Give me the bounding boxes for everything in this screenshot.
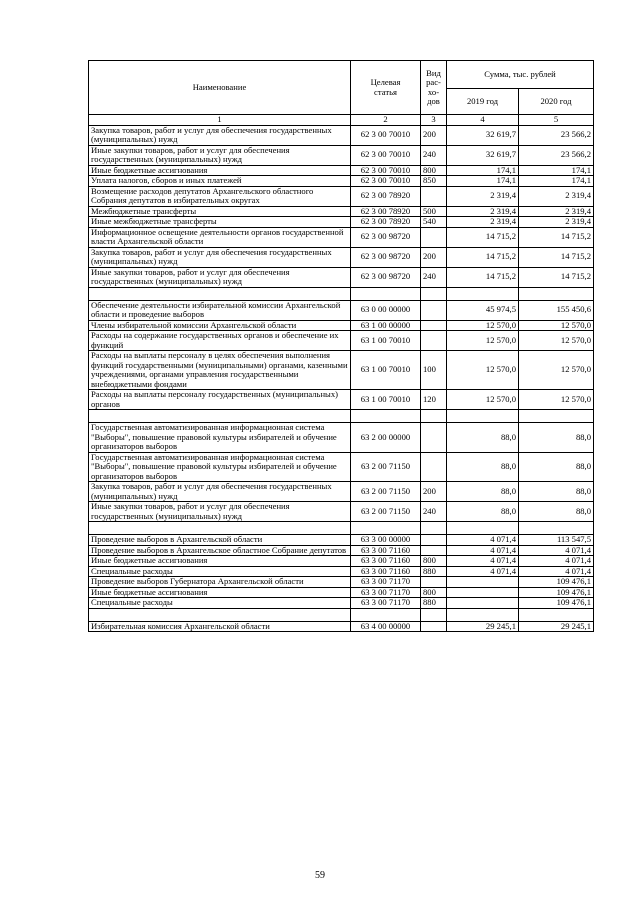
row-target-code: 62 3 00 70010	[351, 176, 421, 187]
empty-cell	[447, 522, 519, 535]
row-amount-2019: 4 071,4	[447, 545, 519, 556]
row-expense-type	[421, 300, 447, 320]
column-index: 4	[447, 115, 519, 126]
row-target-code: 63 2 00 71150	[351, 452, 421, 482]
row-expense-type: 100	[421, 351, 447, 390]
row-expense-type: 500	[421, 206, 447, 217]
row-amount-2019: 2 319,4	[447, 206, 519, 217]
row-name: Межбюджетные трансферты	[89, 206, 351, 217]
empty-cell	[351, 522, 421, 535]
row-target-code: 62 3 00 70010	[351, 145, 421, 165]
header-year-2019: 2019 год	[447, 89, 519, 115]
row-amount-2020: 12 570,0	[519, 331, 594, 351]
row-amount-2020: 12 570,0	[519, 320, 594, 331]
row-expense-type	[421, 320, 447, 331]
row-amount-2020: 29 245,1	[519, 621, 594, 632]
header-name: Наименование	[89, 61, 351, 115]
row-target-code: 63 1 00 70010	[351, 351, 421, 390]
row-target-code: 63 1 00 70010	[351, 390, 421, 410]
row-target-code: 63 1 00 70010	[351, 331, 421, 351]
row-target-code: 63 3 00 71170	[351, 598, 421, 609]
row-name: Расходы на содержание государственных органов и обеспечение их функций	[89, 331, 351, 351]
row-expense-type	[421, 186, 447, 206]
row-name: Специальные расходы	[89, 566, 351, 577]
table-row	[89, 267, 594, 287]
row-name: Иные бюджетные ассигнования	[89, 587, 351, 598]
row-name: Информационное освещение деятельности органов государственной власти Архангельской области	[89, 227, 351, 247]
column-index-row	[89, 115, 594, 126]
row-name: Иные бюджетные ассигнования	[89, 556, 351, 567]
empty-cell	[519, 287, 594, 300]
row-amount-2019: 14 715,2	[447, 267, 519, 287]
spacer-row	[89, 608, 594, 621]
row-target-code: 62 3 00 70010	[351, 125, 421, 145]
empty-cell	[89, 522, 351, 535]
row-amount-2019: 174,1	[447, 165, 519, 176]
row-name: Члены избирательной комиссии Архангельской области	[89, 320, 351, 331]
table-row	[89, 621, 594, 632]
row-amount-2019: 4 071,4	[447, 566, 519, 577]
row-amount-2019: 2 319,4	[447, 186, 519, 206]
row-amount-2020: 88,0	[519, 423, 594, 453]
row-amount-2019: 14 715,2	[447, 227, 519, 247]
empty-cell	[351, 287, 421, 300]
table-row	[89, 300, 594, 320]
row-name: Иные закупки товаров, работ и услуг для обеспечения государственных (муниципальных) нужд	[89, 145, 351, 165]
table-row	[89, 545, 594, 556]
row-target-code: 63 4 00 00000	[351, 621, 421, 632]
table-row	[89, 390, 594, 410]
column-index: 2	[351, 115, 421, 126]
table-row	[89, 482, 594, 502]
empty-cell	[519, 522, 594, 535]
empty-cell	[447, 410, 519, 423]
empty-cell	[351, 410, 421, 423]
row-amount-2020: 4 071,4	[519, 545, 594, 556]
row-amount-2020: 155 450,6	[519, 300, 594, 320]
row-amount-2019: 45 974,5	[447, 300, 519, 320]
empty-cell	[421, 410, 447, 423]
row-expense-type: 240	[421, 145, 447, 165]
row-name: Иные закупки товаров, работ и услуг для обеспечения государственных (муниципальных) нужд	[89, 502, 351, 522]
empty-cell	[421, 608, 447, 621]
empty-cell	[89, 608, 351, 621]
row-name: Избирательная комиссия Архангельской области	[89, 621, 351, 632]
row-name: Иные закупки товаров, работ и услуг для обеспечения государственных (муниципальных) нужд	[89, 267, 351, 287]
row-amount-2020: 23 566,2	[519, 125, 594, 145]
row-amount-2020: 4 071,4	[519, 566, 594, 577]
row-expense-type: 240	[421, 267, 447, 287]
row-name: Государственная автоматизированная информационная система "Выборы", повышение правовой культуры избирателей и обучение организаторов выборов	[89, 423, 351, 453]
row-target-code: 62 3 00 98720	[351, 267, 421, 287]
table-body	[89, 125, 594, 632]
row-name: Проведение выборов Губернатора Архангельской области	[89, 577, 351, 588]
row-target-code: 62 3 00 70010	[351, 165, 421, 176]
row-amount-2020: 109 476,1	[519, 587, 594, 598]
row-amount-2020: 88,0	[519, 482, 594, 502]
table-row	[89, 206, 594, 217]
empty-cell	[519, 608, 594, 621]
row-amount-2020: 12 570,0	[519, 351, 594, 390]
row-name: Государственная автоматизированная информационная система "Выборы", повышение правовой культуры избирателей и обучение организаторов выборов	[89, 452, 351, 482]
column-index: 5	[519, 115, 594, 126]
row-name: Проведение выборов в Архангельское областное Собрание депутатов	[89, 545, 351, 556]
row-target-code: 62 3 00 78920	[351, 186, 421, 206]
row-amount-2019: 174,1	[447, 176, 519, 187]
row-amount-2019: 88,0	[447, 452, 519, 482]
row-amount-2020: 2 319,4	[519, 206, 594, 217]
table-row	[89, 145, 594, 165]
row-expense-type: 200	[421, 247, 447, 267]
empty-cell	[351, 608, 421, 621]
row-amount-2020: 113 547,5	[519, 535, 594, 546]
table-row	[89, 502, 594, 522]
table-row	[89, 566, 594, 577]
row-target-code: 63 3 00 71160	[351, 556, 421, 567]
row-amount-2020: 88,0	[519, 452, 594, 482]
row-amount-2020: 14 715,2	[519, 267, 594, 287]
row-expense-type: 800	[421, 556, 447, 567]
table-row	[89, 452, 594, 482]
table-row	[89, 423, 594, 453]
row-expense-type	[421, 535, 447, 546]
row-name: Специальные расходы	[89, 598, 351, 609]
empty-cell	[519, 410, 594, 423]
row-amount-2020: 12 570,0	[519, 390, 594, 410]
table-row	[89, 186, 594, 206]
row-amount-2019	[447, 577, 519, 588]
row-target-code: 62 3 00 98720	[351, 227, 421, 247]
column-index: 1	[89, 115, 351, 126]
row-name: Возмещение расходов депутатов Архангельского областного Собрания депутатов в избирательных округах	[89, 186, 351, 206]
row-amount-2019: 29 245,1	[447, 621, 519, 632]
row-amount-2020: 14 715,2	[519, 227, 594, 247]
budget-table	[88, 60, 594, 632]
row-amount-2020: 174,1	[519, 165, 594, 176]
row-name: Обеспечение деятельности избирательной комиссии Архангельской области и проведение выборов	[89, 300, 351, 320]
row-amount-2020: 2 319,4	[519, 186, 594, 206]
row-expense-type: 800	[421, 587, 447, 598]
row-amount-2019: 12 570,0	[447, 351, 519, 390]
row-expense-type	[421, 545, 447, 556]
table-row	[89, 598, 594, 609]
row-target-code: 63 3 00 71170	[351, 587, 421, 598]
row-amount-2019	[447, 587, 519, 598]
spacer-row	[89, 287, 594, 300]
header-target: Целевая статья	[351, 61, 421, 115]
row-name: Закупка товаров, работ и услуг для обеспечения государственных (муниципальных) нужд	[89, 247, 351, 267]
row-amount-2019: 32 619,7	[447, 145, 519, 165]
table-row	[89, 217, 594, 228]
row-amount-2019: 88,0	[447, 502, 519, 522]
row-amount-2020: 23 566,2	[519, 145, 594, 165]
empty-cell	[421, 287, 447, 300]
row-expense-type	[421, 621, 447, 632]
spacer-row	[89, 522, 594, 535]
row-target-code: 63 2 00 00000	[351, 423, 421, 453]
row-amount-2020: 174,1	[519, 176, 594, 187]
row-amount-2019: 88,0	[447, 482, 519, 502]
row-expense-type: 880	[421, 566, 447, 577]
row-target-code: 63 2 00 71150	[351, 502, 421, 522]
row-amount-2019	[447, 598, 519, 609]
row-expense-type: 800	[421, 165, 447, 176]
row-target-code: 62 3 00 98720	[351, 247, 421, 267]
row-target-code: 63 3 00 71160	[351, 566, 421, 577]
row-expense-type	[421, 452, 447, 482]
table-row	[89, 320, 594, 331]
table-row	[89, 351, 594, 390]
row-expense-type: 880	[421, 598, 447, 609]
row-target-code: 63 3 00 00000	[351, 535, 421, 546]
table-row	[89, 556, 594, 567]
row-expense-type	[421, 227, 447, 247]
row-amount-2019: 14 715,2	[447, 247, 519, 267]
row-amount-2020: 2 319,4	[519, 217, 594, 228]
table-row	[89, 125, 594, 145]
row-name: Иные межбюджетные трансферты	[89, 217, 351, 228]
table-row	[89, 577, 594, 588]
row-name: Закупка товаров, работ и услуг для обеспечения государственных (муниципальных) нужд	[89, 482, 351, 502]
row-amount-2019: 32 619,7	[447, 125, 519, 145]
header-sum: Сумма, тыс. рублей	[447, 61, 594, 89]
row-amount-2020: 4 071,4	[519, 556, 594, 567]
empty-cell	[421, 522, 447, 535]
row-expense-type	[421, 577, 447, 588]
empty-cell	[447, 287, 519, 300]
row-expense-type: 540	[421, 217, 447, 228]
header-year-2020: 2020 год	[519, 89, 594, 115]
row-amount-2020: 88,0	[519, 502, 594, 522]
row-target-code: 63 2 00 71150	[351, 482, 421, 502]
row-target-code: 62 3 00 78920	[351, 206, 421, 217]
table-row	[89, 587, 594, 598]
table-row	[89, 165, 594, 176]
row-expense-type	[421, 331, 447, 351]
row-amount-2019: 12 570,0	[447, 320, 519, 331]
row-name: Расходы на выплаты персоналу в целях обеспечения выполнения функций государственными (муниципальными) органами, казенными учреждениями, органами управления государственными внебюджетными фондами	[89, 351, 351, 390]
row-amount-2019: 4 071,4	[447, 535, 519, 546]
table-row	[89, 227, 594, 247]
empty-cell	[447, 608, 519, 621]
table-row	[89, 176, 594, 187]
row-name: Иные бюджетные ассигнования	[89, 165, 351, 176]
row-target-code: 62 3 00 78920	[351, 217, 421, 228]
row-amount-2019: 12 570,0	[447, 331, 519, 351]
row-name: Уплата налогов, сборов и иных платежей	[89, 176, 351, 187]
row-amount-2020: 109 476,1	[519, 577, 594, 588]
spacer-row	[89, 410, 594, 423]
row-name: Проведение выборов в Архангельской области	[89, 535, 351, 546]
header-expense-type: Вид рас- хо- дов	[421, 61, 447, 115]
row-expense-type: 850	[421, 176, 447, 187]
row-amount-2020: 109 476,1	[519, 598, 594, 609]
table-row	[89, 331, 594, 351]
row-amount-2019: 4 071,4	[447, 556, 519, 567]
row-expense-type: 120	[421, 390, 447, 410]
empty-cell	[89, 410, 351, 423]
row-name: Закупка товаров, работ и услуг для обеспечения государственных (муниципальных) нужд	[89, 125, 351, 145]
row-amount-2019: 2 319,4	[447, 217, 519, 228]
row-expense-type: 240	[421, 502, 447, 522]
row-name: Расходы на выплаты персоналу государственных (муниципальных) органов	[89, 390, 351, 410]
row-target-code: 63 3 00 71160	[351, 545, 421, 556]
table-row	[89, 247, 594, 267]
row-amount-2020: 14 715,2	[519, 247, 594, 267]
row-expense-type: 200	[421, 482, 447, 502]
row-target-code: 63 3 00 71170	[351, 577, 421, 588]
column-index: 3	[421, 115, 447, 126]
row-target-code: 63 0 00 00000	[351, 300, 421, 320]
row-amount-2019: 88,0	[447, 423, 519, 453]
row-amount-2019: 12 570,0	[447, 390, 519, 410]
row-target-code: 63 1 00 00000	[351, 320, 421, 331]
row-expense-type	[421, 423, 447, 453]
page-number: 59	[315, 870, 325, 881]
table-row	[89, 535, 594, 546]
empty-cell	[89, 287, 351, 300]
row-expense-type: 200	[421, 125, 447, 145]
